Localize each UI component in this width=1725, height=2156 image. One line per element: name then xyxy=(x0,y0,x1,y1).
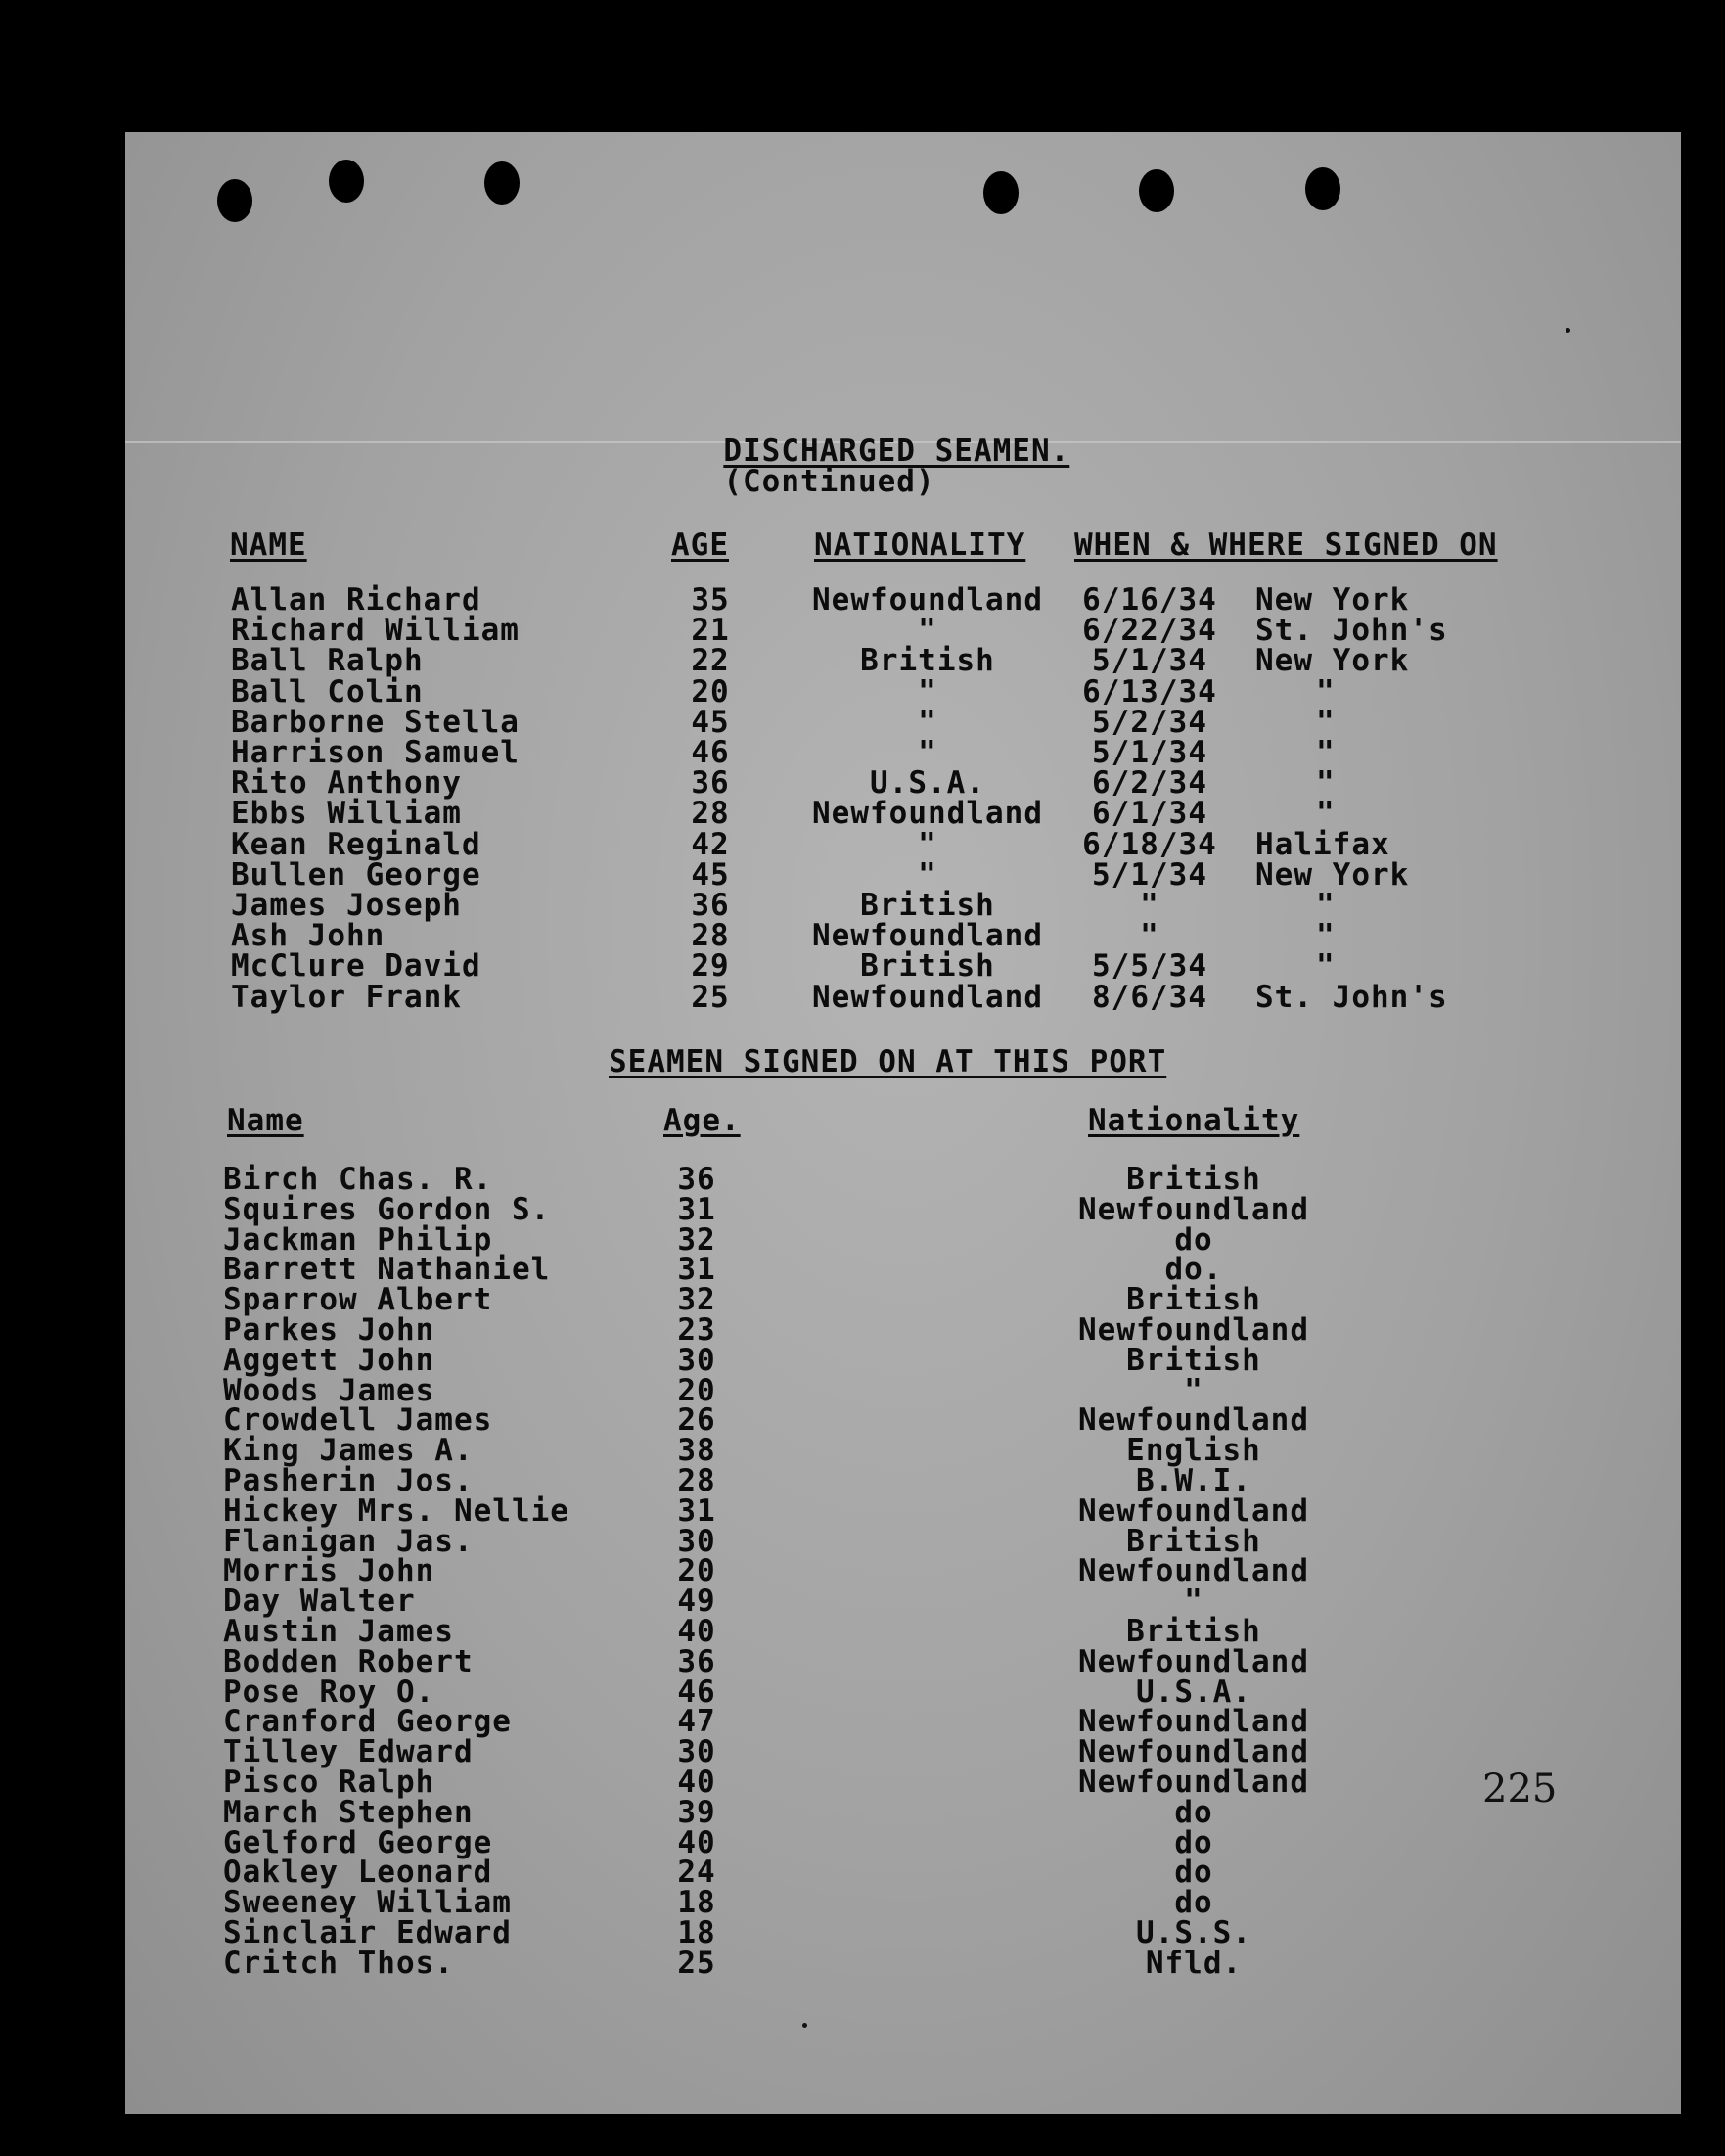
signed-on-date: " xyxy=(1140,918,1159,953)
header-when-where: WHEN & WHERE SIGNED ON xyxy=(1074,528,1498,563)
seaman-age: 31 xyxy=(677,1192,716,1227)
seaman-age: 18 xyxy=(677,1915,716,1950)
seaman-age: 39 xyxy=(677,1795,716,1830)
section1-title-line xyxy=(685,406,1069,497)
seaman-name: Sparrow Albert xyxy=(223,1282,493,1317)
seaman-name: Squires Gordon S. xyxy=(223,1192,551,1227)
header2-name: Name xyxy=(227,1103,304,1138)
seaman-nationality: do xyxy=(1174,1795,1213,1830)
seaman-age: 45 xyxy=(691,857,730,893)
seaman-age: 25 xyxy=(677,1946,716,1981)
seaman-age: 31 xyxy=(677,1252,716,1287)
seaman-age: 42 xyxy=(691,827,730,862)
seaman-name: Critch Thos. xyxy=(223,1946,454,1981)
signed-on-date: 6/16/34 xyxy=(1082,582,1217,618)
seaman-name: Birch Chas. R. xyxy=(223,1162,493,1197)
seaman-age: 46 xyxy=(691,735,730,770)
seaman-age: 29 xyxy=(691,948,730,984)
seaman-nationality: U.S.A. xyxy=(1136,1674,1251,1710)
seaman-nationality: Newfoundland xyxy=(1078,1644,1309,1679)
signed-on-date: 6/13/34 xyxy=(1082,674,1217,710)
seaman-nationality: Newfoundland xyxy=(812,582,1043,618)
seaman-name: Bullen George xyxy=(231,857,481,893)
seaman-name: Parkes John xyxy=(223,1312,435,1348)
seaman-name: Allan Richard xyxy=(231,582,481,618)
seaman-nationality: Newfoundland xyxy=(1078,1553,1309,1588)
seaman-name: Barrett Nathaniel xyxy=(223,1252,551,1287)
punch-hole xyxy=(329,160,364,203)
seaman-nationality: " xyxy=(918,705,937,740)
signed-on-date: 5/2/34 xyxy=(1092,705,1207,740)
seaman-nationality: " xyxy=(918,827,937,862)
signed-on-place: New York xyxy=(1255,643,1410,678)
seaman-nationality: Newfoundland xyxy=(812,796,1043,831)
seaman-age: 36 xyxy=(677,1644,716,1679)
seaman-name: Austin James xyxy=(223,1614,454,1649)
seaman-age: 30 xyxy=(677,1734,716,1769)
seaman-age: 20 xyxy=(677,1553,716,1588)
seaman-name: Pose Roy O. xyxy=(223,1674,435,1710)
seaman-nationality: Newfoundland xyxy=(1078,1312,1309,1348)
header-nationality: NATIONALITY xyxy=(814,528,1026,563)
seaman-age: 31 xyxy=(677,1493,716,1529)
signed-on-date: 5/1/34 xyxy=(1092,857,1207,893)
seaman-nationality: Newfoundland xyxy=(812,980,1043,1015)
seaman-age: 30 xyxy=(677,1524,716,1559)
signed-on-date: 5/1/34 xyxy=(1092,735,1207,770)
signed-on-date: 5/1/34 xyxy=(1092,643,1207,678)
signed-on-place: New York xyxy=(1255,582,1410,618)
seaman-nationality: Newfoundland xyxy=(1078,1402,1309,1438)
seaman-age: 20 xyxy=(677,1373,716,1408)
signed-on-date: 6/22/34 xyxy=(1082,613,1217,648)
seaman-nationality: British xyxy=(1126,1162,1261,1197)
seaman-age: 36 xyxy=(677,1162,716,1197)
seaman-age: 21 xyxy=(691,613,730,648)
seaman-nationality: Newfoundland xyxy=(1078,1192,1309,1227)
signed-on-date: 6/18/34 xyxy=(1082,827,1217,862)
seaman-nationality: " xyxy=(918,735,937,770)
seaman-name: Richard William xyxy=(231,613,520,648)
seaman-nationality: " xyxy=(918,857,937,893)
seaman-nationality: British xyxy=(1126,1524,1261,1559)
seaman-name: Oakley Leonard xyxy=(223,1855,493,1890)
seaman-age: 23 xyxy=(677,1312,716,1348)
seaman-nationality: British xyxy=(1126,1343,1261,1378)
signed-on-place: " xyxy=(1316,888,1336,923)
signed-on-place: " xyxy=(1316,705,1336,740)
seaman-nationality: U.S.S. xyxy=(1136,1915,1251,1950)
seaman-name: Hickey Mrs. Nellie xyxy=(223,1493,569,1529)
seaman-name: Cranford George xyxy=(223,1704,512,1739)
seaman-name: Rito Anthony xyxy=(231,765,462,801)
seaman-name: Jackman Philip xyxy=(223,1222,493,1258)
seaman-name: Ball Colin xyxy=(231,674,424,710)
signed-on-place: " xyxy=(1316,948,1336,984)
seaman-nationality: Newfoundland xyxy=(1078,1765,1309,1800)
seaman-name: Day Walter xyxy=(223,1583,416,1619)
seaman-name: Sinclair Edward xyxy=(223,1915,512,1950)
seaman-age: 28 xyxy=(691,918,730,953)
seaman-nationality: U.S.A. xyxy=(870,765,985,801)
seaman-name: James Joseph xyxy=(231,888,462,923)
seaman-name: Gelford George xyxy=(223,1825,493,1860)
seaman-age: 28 xyxy=(691,796,730,831)
signed-on-place: New York xyxy=(1255,857,1410,893)
seaman-age: 47 xyxy=(677,1704,716,1739)
page-number: 225 xyxy=(1482,1766,1558,1812)
signed-on-place: " xyxy=(1316,765,1336,801)
seaman-nationality: " xyxy=(1184,1583,1203,1619)
seaman-age: 40 xyxy=(677,1765,716,1800)
seaman-nationality: Newfoundland xyxy=(1078,1493,1309,1529)
section1-title: DISCHARGED SEAMEN. xyxy=(723,434,1070,469)
seaman-age: 22 xyxy=(691,643,730,678)
seaman-nationality: do xyxy=(1174,1855,1213,1890)
seaman-nationality: British xyxy=(1126,1282,1261,1317)
punch-hole xyxy=(1139,169,1174,212)
seaman-age: 35 xyxy=(691,582,730,618)
seaman-nationality: British xyxy=(860,948,995,984)
seaman-nationality: do xyxy=(1174,1222,1213,1258)
signed-on-date: 5/5/34 xyxy=(1092,948,1207,984)
seaman-name: Woods James xyxy=(223,1373,435,1408)
seaman-name: Crowdell James xyxy=(223,1402,493,1438)
header2-nationality: Nationality xyxy=(1088,1103,1300,1138)
seaman-name: Ebbs William xyxy=(231,796,462,831)
seaman-age: 32 xyxy=(677,1282,716,1317)
punch-hole xyxy=(983,171,1019,214)
seaman-age: 30 xyxy=(677,1343,716,1378)
speck xyxy=(1566,328,1570,333)
seaman-age: 20 xyxy=(691,674,730,710)
seaman-age: 46 xyxy=(677,1674,716,1710)
signed-on-place: St. John's xyxy=(1255,613,1448,648)
section2-title: SEAMEN SIGNED ON AT THIS PORT xyxy=(609,1044,1167,1079)
punch-hole xyxy=(217,179,252,222)
seaman-name: Bodden Robert xyxy=(223,1644,474,1679)
seaman-age: 40 xyxy=(677,1614,716,1649)
seaman-name: Tilley Edward xyxy=(223,1734,474,1769)
signed-on-date: 8/6/34 xyxy=(1092,980,1207,1015)
seaman-nationality: Newfoundland xyxy=(1078,1734,1309,1769)
seaman-age: 38 xyxy=(677,1433,716,1468)
seaman-nationality: do. xyxy=(1164,1252,1223,1287)
header-age: AGE xyxy=(671,528,729,563)
seaman-nationality: " xyxy=(918,613,937,648)
section1-title-suffix: (Continued) xyxy=(723,464,935,499)
seaman-age: 24 xyxy=(677,1855,716,1890)
seaman-name: Ball Ralph xyxy=(231,643,424,678)
seaman-nationality: British xyxy=(860,643,995,678)
seaman-nationality: British xyxy=(860,888,995,923)
seaman-age: 36 xyxy=(691,765,730,801)
seaman-nationality: do xyxy=(1174,1885,1213,1920)
seaman-age: 18 xyxy=(677,1885,716,1920)
seaman-name: March Stephen xyxy=(223,1795,474,1830)
signed-on-place: " xyxy=(1316,918,1336,953)
seaman-name: Sweeney William xyxy=(223,1885,512,1920)
seaman-age: 25 xyxy=(691,980,730,1015)
seaman-age: 40 xyxy=(677,1825,716,1860)
signed-on-place: " xyxy=(1316,674,1336,710)
signed-on-date: 6/2/34 xyxy=(1092,765,1207,801)
seaman-name: Pasherin Jos. xyxy=(223,1463,474,1498)
signed-on-place: " xyxy=(1316,735,1336,770)
seaman-name: Ash John xyxy=(231,918,386,953)
signed-on-date: 6/1/34 xyxy=(1092,796,1207,831)
seaman-nationality: Newfoundland xyxy=(1078,1704,1309,1739)
seaman-name: Harrison Samuel xyxy=(231,735,520,770)
header-name: NAME xyxy=(230,528,307,563)
seaman-name: Taylor Frank xyxy=(231,980,462,1015)
signed-on-date: " xyxy=(1140,888,1159,923)
signed-on-place: " xyxy=(1316,796,1336,831)
seaman-name: King James A. xyxy=(223,1433,474,1468)
signed-on-place: St. John's xyxy=(1255,980,1448,1015)
seaman-name: Morris John xyxy=(223,1553,435,1588)
seaman-name: Flanigan Jas. xyxy=(223,1524,474,1559)
seaman-age: 28 xyxy=(677,1463,716,1498)
seaman-age: 49 xyxy=(677,1583,716,1619)
seaman-nationality: British xyxy=(1126,1614,1261,1649)
seaman-nationality: do xyxy=(1174,1825,1213,1860)
seaman-age: 32 xyxy=(677,1222,716,1258)
seaman-age: 45 xyxy=(691,705,730,740)
seaman-age: 26 xyxy=(677,1402,716,1438)
seaman-nationality: " xyxy=(1184,1373,1203,1408)
seaman-name: Aggett John xyxy=(223,1343,435,1378)
seaman-name: Kean Reginald xyxy=(231,827,481,862)
punch-hole xyxy=(484,161,520,205)
seaman-nationality: B.W.I. xyxy=(1136,1463,1251,1498)
header2-age: Age. xyxy=(663,1103,741,1138)
signed-on-place: Halifax xyxy=(1255,827,1390,862)
seaman-name: Pisco Ralph xyxy=(223,1765,435,1800)
seaman-nationality: English xyxy=(1126,1433,1261,1468)
seaman-nationality: Nfld. xyxy=(1145,1946,1243,1981)
speck xyxy=(802,2023,807,2028)
seaman-age: 36 xyxy=(691,888,730,923)
seaman-name: McClure David xyxy=(231,948,481,984)
punch-hole xyxy=(1305,167,1340,210)
seaman-name: Barborne Stella xyxy=(231,705,520,740)
seaman-nationality: " xyxy=(918,674,937,710)
seaman-nationality: Newfoundland xyxy=(812,918,1043,953)
